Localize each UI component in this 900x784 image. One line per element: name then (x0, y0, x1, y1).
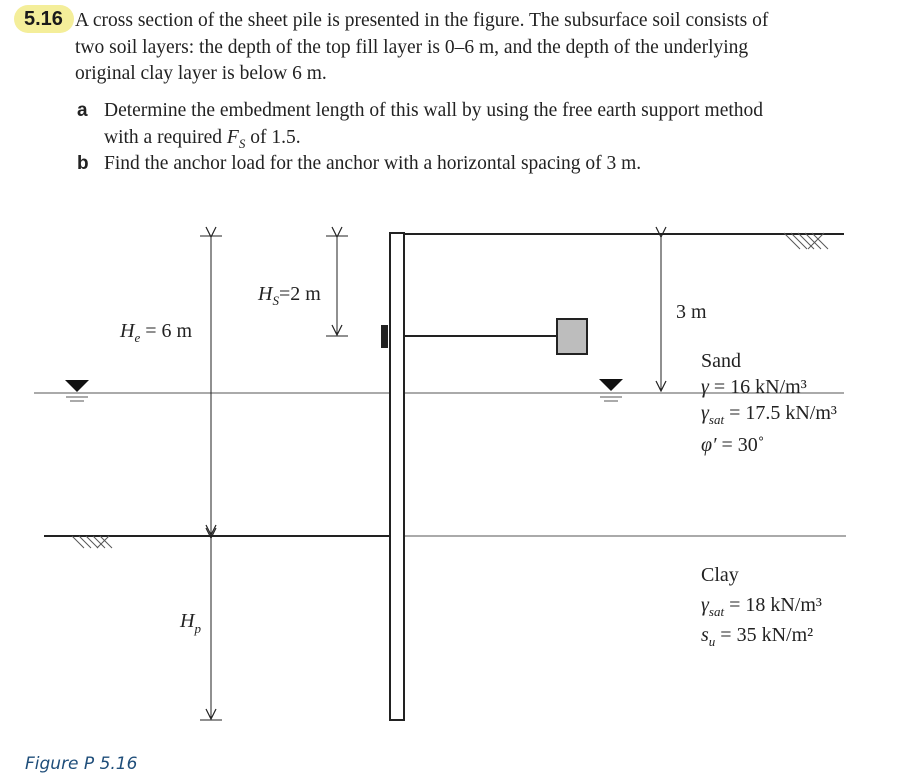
ground-hatch-right-icon (784, 233, 828, 249)
sand-friction-angle: φ′ = 30˚ (701, 434, 765, 456)
sand-properties (701, 350, 837, 456)
part-b-text: Find the anchor load for the anchor with a horizontal spacing of 3 m. (104, 153, 642, 174)
waler (381, 325, 388, 348)
part-a-line-1: Determine the embedment length of this wall by using the free earth support method (104, 100, 764, 121)
clay-properties (701, 564, 822, 649)
statement-line-1: A cross section of the sheet pile is presented in the figure. The subsurface soil consists of (75, 10, 769, 31)
clay-saturated-unit-weight: $\gamma_{sat} = 18$ kN/m³ (701, 594, 822, 619)
part-a-line-2: with a required $F_S$ of 1.5. (104, 126, 301, 151)
hp-label: $H_p$ (180, 610, 201, 636)
sand-unit-weight: γ = 16 kN/m³ (701, 376, 807, 398)
hs-label: $H_S=2$ m (258, 283, 321, 308)
he-dimension (200, 236, 222, 536)
clay-title: Clay (701, 564, 739, 586)
water-table-right-icon (599, 379, 623, 401)
sand-saturated-unit-weight: $\gamma_{sat} = 17.5$ kN/m³ (701, 402, 837, 427)
sand-title: Sand (701, 350, 741, 372)
part-a-label: a (77, 100, 88, 121)
statement-line-3: original clay layer is below 6 m. (75, 63, 327, 84)
part-b-label: b (77, 153, 89, 174)
hp-dimension (200, 538, 222, 720)
anchor-block (557, 319, 587, 354)
sheet-pile (390, 233, 404, 720)
figure-caption: Figure P 5.16 (25, 754, 138, 774)
hs-dimension (326, 236, 348, 336)
water-table-left-icon (65, 380, 89, 401)
ground-hatch-left-icon (72, 536, 112, 548)
water-depth-label: 3 m (676, 301, 707, 323)
clay-undrained-shear-strength: $s_u = 35$ kN/m² (701, 624, 814, 649)
he-label: $H_e = 6$ m (120, 320, 193, 345)
statement-line-2: two soil layers: the depth of the top fill layer is 0–6 m, and the depth of the underlying (75, 36, 749, 58)
problem-number: 5.16 (24, 8, 63, 30)
